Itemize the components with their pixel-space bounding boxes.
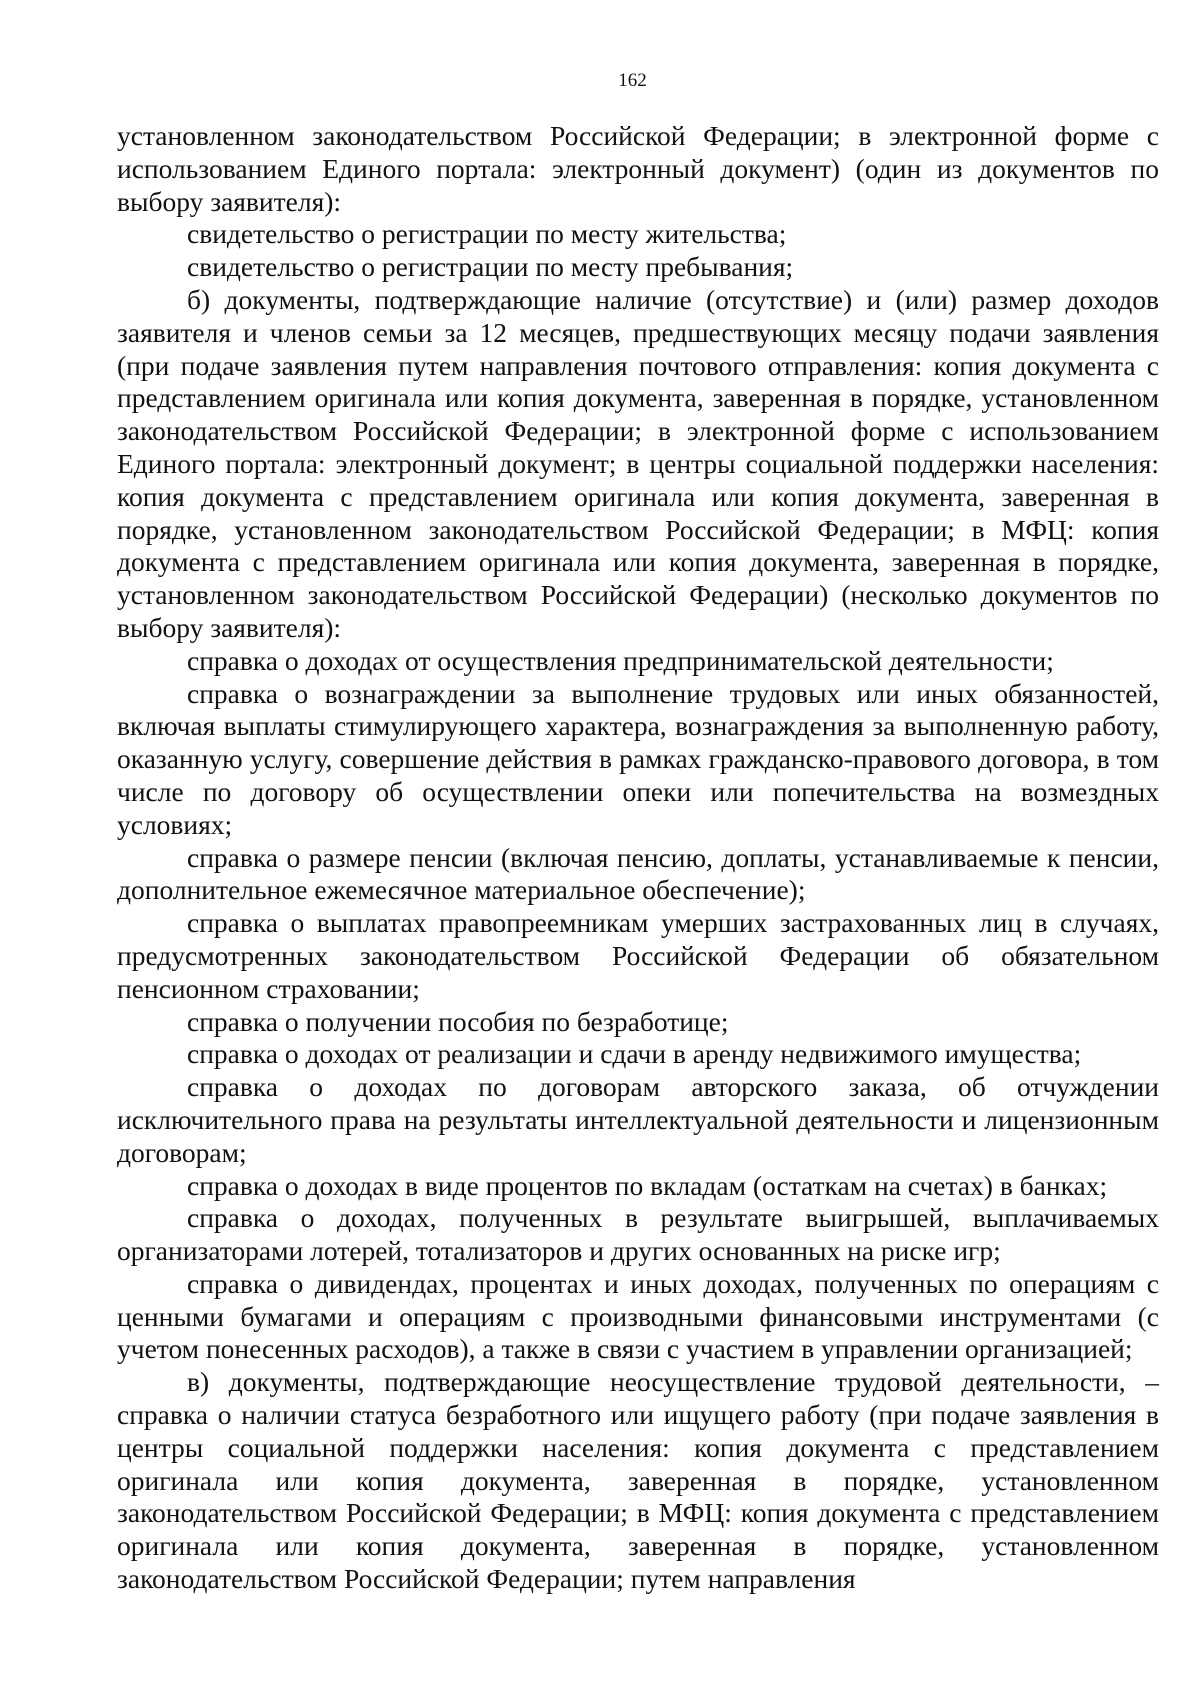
page-number: 162 <box>618 70 647 91</box>
paragraph: установленном законодательством Российской Федерации; в электронной форме с использованием Единого портала: электронный документ) (один из документов по выбору заявителя): <box>117 120 1159 217</box>
paragraph: свидетельство о регистрации по месту жительства; <box>187 218 787 250</box>
paragraph: справка о доходах в виде процентов по вкладам (остаткам на счетах) в банках; <box>187 1169 1108 1201</box>
paragraph: справка о вознаграждении за выполнение трудовых или иных обязанностей, включая выплаты стимулирующего характера, вознаграждения за выполненную работу, оказанную услугу, совершение действия в рамках гражданско-правового договора, в том числе по договору об осуществлении опеки или попечительства на возмездных условиях; <box>117 677 1159 840</box>
paragraph: справка о доходах, полученных в результате выигрышей, выплачиваемых организаторами лотерей, тотализаторов и других основанных на риске игр; <box>117 1202 1159 1267</box>
paragraph: б) документы, подтверждающие наличие (отсутствие) и (или) размер доходов заявителя и членов семьи за 12 месяцев, предшествующих месяцу подачи заявления (при подаче заявления путем направления почтового отправления: копия документа с представлением оригинала или копия документа, заверенная в порядке, установленном законодательством Российской Федерации; в электронной форме с использованием Единого портала: электронный документ; в центры социальной поддержки населения: копия документа с представлением оригинала или копия документа, заверенная в порядке, установленном законодательством Российской Федерации; в МФЦ: копия документа с представлением оригинала или копия документа, заверенная в порядке, установленном законодательством Российской Федерации) (несколько документов по выбору заявителя): <box>117 283 1159 643</box>
paragraph: в) документы, подтверждающие неосуществление трудовой деятельности, – справка о наличии статуса безработного или ищущего работу (при подаче заявления в центры социальной поддержки населения: копия документа с представлением оригинала или копия документа, заверенная в порядке, установленном законодательством Российской Федерации; в МФЦ: копия документа с представлением оригинала или копия документа, заверенная в порядке, установленном законодательством Российской Федерации; путем направления <box>117 1366 1159 1595</box>
paragraph: справка о получении пособия по безработице; <box>187 1005 729 1037</box>
paragraph: справка о доходах по договорам авторского заказа, об отчуждении исключительного права на результаты интеллектуальной деятельности и лицензионным договорам; <box>117 1071 1159 1168</box>
paragraph: справка о доходах от осуществления предпринимательской деятельности; <box>187 644 1054 676</box>
paragraph: справка о выплатах правопреемникам умерших застрахованных лиц в случаях, предусмотренных законодательством Российской Федерации об обязательном пенсионном страховании; <box>117 907 1159 1004</box>
paragraph: справка о размере пенсии (включая пенсию, доплаты, устанавливаемые к пенсии, дополнительное ежемесячное материальное обеспечение); <box>117 841 1159 906</box>
paragraph: справка о дивидендах, процентах и иных доходах, полученных по операциям с ценными бумагами и операциям с производными финансовыми инструментами (с учетом понесенных расходов), а также в связи с участием в управлении организацией; <box>117 1267 1159 1365</box>
paragraph: справка о доходах от реализации и сдачи в аренду недвижимого имущества; <box>187 1038 1082 1070</box>
paragraph: свидетельство о регистрации по месту пребывания; <box>187 251 794 283</box>
document-body <box>117 120 1159 1596</box>
